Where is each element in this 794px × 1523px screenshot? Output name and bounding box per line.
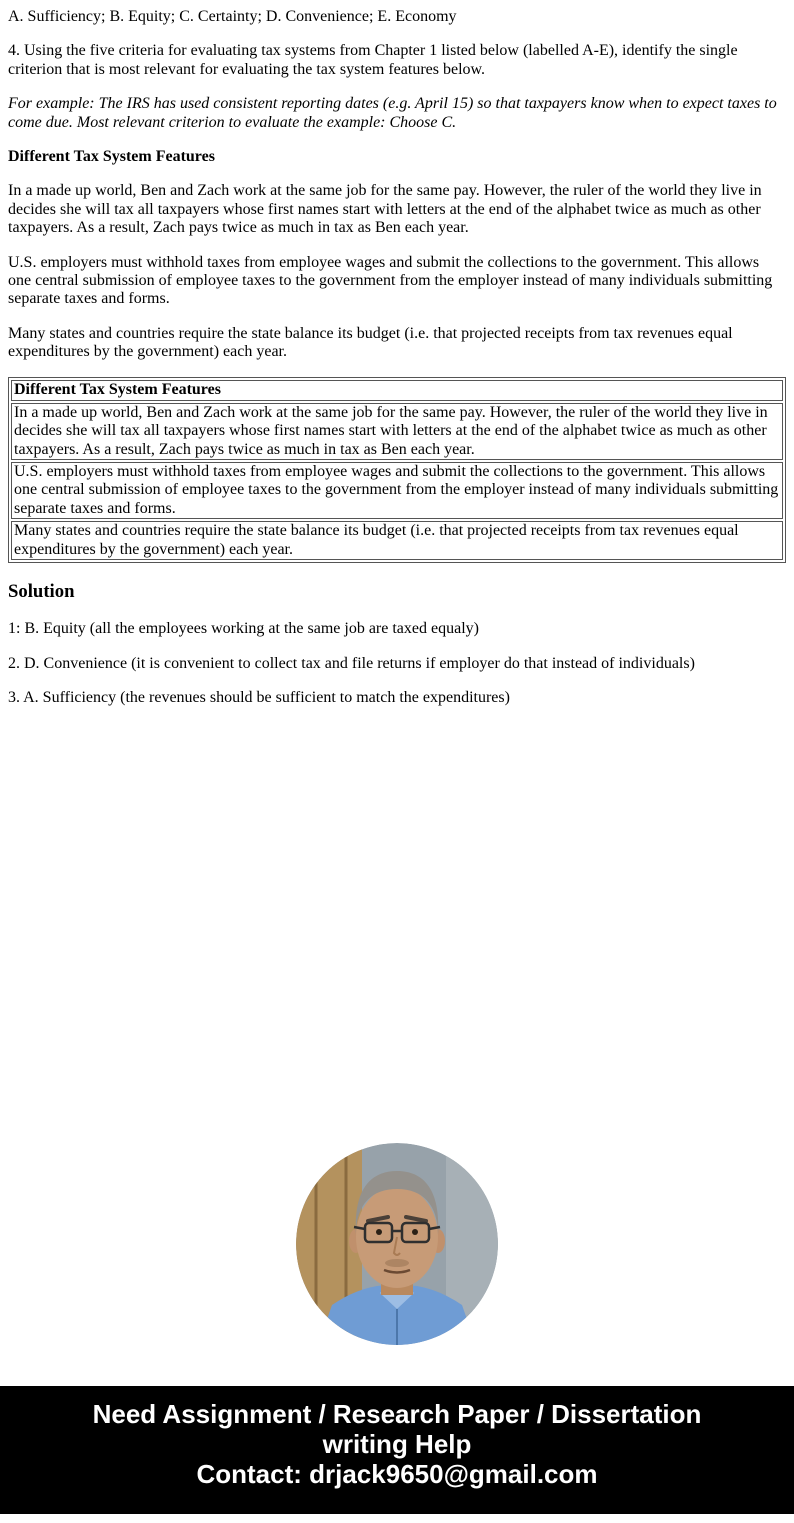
table-row bbox=[11, 521, 783, 560]
table-cell-feature-1: In a made up world, Ben and Zach work at the same job for the same pay. However, the ruler of the world they live in decides she will tax all taxpayers whose first names start with letters at the end of the alphabet twice as much as other taxpayers. As a result, Zach pays twice as much in tax as Ben each year. bbox=[11, 403, 783, 460]
table-header-cell: Different Tax System Features bbox=[11, 380, 783, 400]
example-text: For example: The IRS has used consistent reporting dates (e.g. April 15) so that taxpayers know when to expect taxes to come due. Most relevant criterion to evaluate the example: Choose C. bbox=[8, 95, 777, 131]
features-table bbox=[8, 377, 786, 563]
feature-paragraph-1: In a made up world, Ben and Zach work at the same job for the same pay. However, the ruler of the world they live in decides she will tax all taxpayers whose first names start with letters at the end of the alphabet twice as much as other taxpayers. As a result, Zach pays twice as much in tax as Ben each year. bbox=[8, 182, 762, 237]
portrait-photo-wrapper bbox=[0, 1143, 794, 1345]
footer-line-2: writing Help bbox=[322, 1428, 472, 1459]
question-text: 4. Using the five criteria for evaluating tax systems from Chapter 1 listed below (labelled A-E), identify the single criterion that is most relevant for evaluating the tax system features below. bbox=[8, 42, 738, 78]
footer-contact-email: Contact: drjack9650@gmail.com bbox=[196, 1458, 598, 1489]
contact-footer bbox=[0, 1386, 794, 1514]
solution-item-1: 1: B. Equity (all the employees working at the same job are taxed equaly) bbox=[8, 620, 479, 638]
solution-heading: Solution bbox=[8, 580, 75, 602]
table-cell-feature-3: Many states and countries require the state balance its budget (i.e. that projected receipts from tax revenues equal expenditures by the government) each year. bbox=[11, 521, 783, 560]
features-heading: Different Tax System Features bbox=[8, 147, 215, 165]
solution-item-2: 2. D. Convenience (it is convenient to collect tax and file returns if employer do that instead of individuals) bbox=[8, 654, 695, 672]
tutor-portrait-photo bbox=[296, 1143, 498, 1345]
solution-item-3: 3. A. Sufficiency (the revenues should be sufficient to match the expenditures) bbox=[8, 689, 510, 707]
criteria-line: A. Sufficiency; B. Equity; C. Certainty; D. Convenience; E. Economy bbox=[8, 8, 457, 25]
feature-paragraph-2: U.S. employers must withhold taxes from employee wages and submit the collections to the government. This allows one central submission of employee taxes to the government from the employer instead of many individuals submitting separate taxes and forms. bbox=[8, 253, 773, 308]
footer-line-1: Need Assignment / Research Paper / Dissertation bbox=[92, 1398, 702, 1429]
document-page bbox=[0, 0, 794, 708]
feature-paragraph-3: Many states and countries require the state balance its budget (i.e. that projected receipts from tax revenues equal expenditures by the government) each year. bbox=[8, 324, 733, 361]
table-header-row bbox=[11, 380, 783, 400]
table-row bbox=[11, 462, 783, 519]
table-row bbox=[11, 403, 783, 460]
table-cell-feature-2: U.S. employers must withhold taxes from employee wages and submit the collections to the government. This allows one central submission of employee taxes to the government from the employer instead of many individuals submitting separate taxes and forms. bbox=[11, 462, 783, 519]
portrait-illustration bbox=[296, 1143, 498, 1345]
